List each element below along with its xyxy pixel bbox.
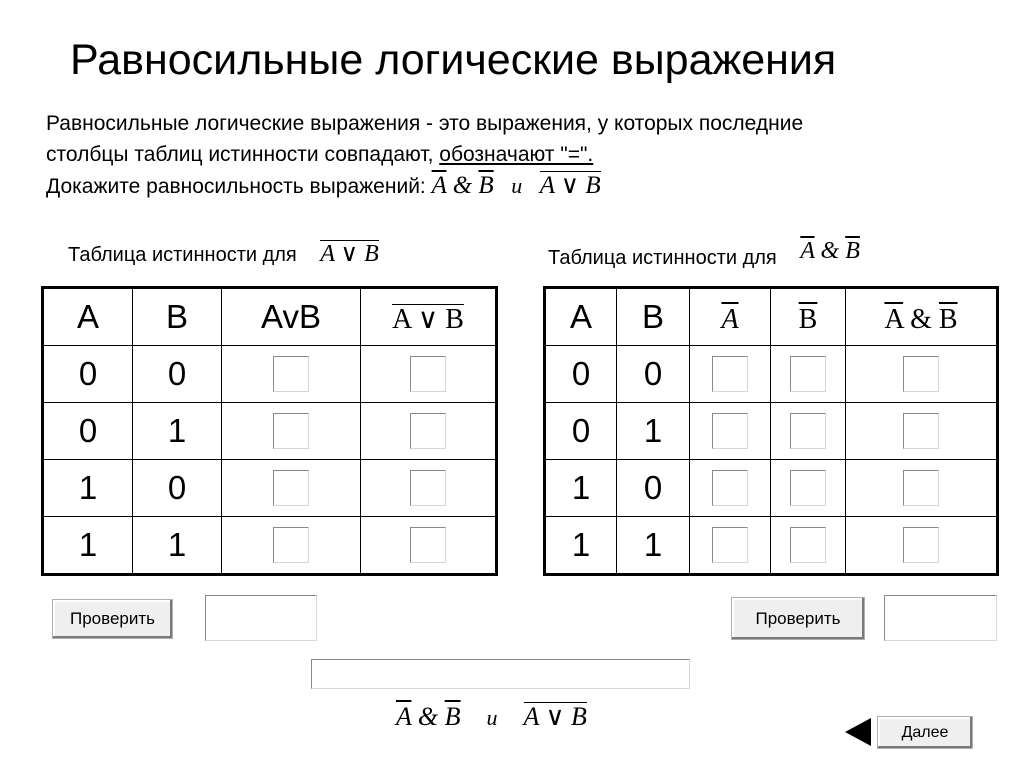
answer-input[interactable] [712, 470, 748, 506]
answer-input[interactable] [410, 470, 446, 506]
table1-caption-text: Таблица истинности для [68, 244, 297, 266]
cell-b: 0 [617, 346, 690, 403]
intro-line-2-text: столбцы таблиц истинности совпадают, [46, 143, 440, 166]
cell-b: 1 [133, 517, 222, 575]
cell-not-b [771, 403, 846, 460]
answer-input[interactable] [903, 470, 939, 506]
intro-notation: обозначают "=". [439, 143, 594, 166]
col-header-b: B [617, 288, 690, 346]
answer-input[interactable] [903, 356, 939, 392]
check-button-table1[interactable]: Проверить [52, 599, 173, 639]
cell-not-a [690, 460, 771, 517]
table2-caption-text: Таблица истинности для [548, 247, 777, 269]
cell-result [846, 517, 998, 575]
footer-expr-or: A ∨ B [523, 702, 587, 731]
col-header-not-b: $\overline{B}$ [771, 288, 846, 346]
col-header-not-a: $\overline{A}$ [690, 288, 771, 346]
footer-expression [396, 702, 587, 732]
table-row [545, 517, 998, 575]
cell-result [846, 460, 998, 517]
answer-input[interactable] [790, 356, 826, 392]
col-header-b: B [133, 288, 222, 346]
answer-input[interactable] [712, 413, 748, 449]
table-header-row [43, 288, 497, 346]
table-row [545, 460, 998, 517]
table-row [545, 346, 998, 403]
table-row [43, 517, 497, 575]
cell-b: 1 [617, 517, 690, 575]
cell-a: 1 [545, 517, 617, 575]
cell-result [846, 346, 998, 403]
answer-input[interactable] [790, 527, 826, 563]
col-header-a: A [545, 288, 617, 346]
footer-expr-and: $\overline{A}$ & $\overline{B}$ [396, 702, 461, 731]
cell-result [361, 517, 497, 575]
cell-not-b [771, 517, 846, 575]
cell-a: 1 [43, 517, 133, 575]
intro-line-1: Равносильные логические выражения - это выражения, у которых последние [46, 112, 804, 135]
table-row [43, 346, 497, 403]
cell-not-b [771, 346, 846, 403]
col-header-not-a-and-not-b: $\overline{A}$ & $\overline{B}$ [846, 288, 998, 346]
answer-input[interactable] [790, 413, 826, 449]
cell-not-b [771, 460, 846, 517]
cell-a: 0 [43, 346, 133, 403]
answer-input[interactable] [273, 470, 309, 506]
table2-caption-expr: $\overline{A}$ & $\overline{B}$ [800, 238, 860, 264]
cell-result [361, 460, 497, 517]
answer-input[interactable] [410, 356, 446, 392]
table-row [43, 460, 497, 517]
cell-b: 0 [617, 460, 690, 517]
intro-expr-and: $\overline{A}$ & $\overline{B}$ [431, 172, 494, 199]
cell-result [361, 403, 497, 460]
table1-caption [68, 240, 379, 267]
page-title: Равносильные логические выражения [70, 36, 837, 84]
intro-expr-or: A ∨ B [539, 172, 601, 199]
intro-text [46, 108, 803, 201]
cell-not-a [690, 403, 771, 460]
cell-avb [222, 460, 361, 517]
cell-a: 1 [545, 460, 617, 517]
next-button[interactable]: Далее [877, 716, 973, 749]
answer-input[interactable] [712, 527, 748, 563]
result-field-table2 [884, 595, 997, 641]
intro-line-2 [46, 139, 803, 170]
answer-input[interactable] [410, 527, 446, 563]
answer-input[interactable] [410, 413, 446, 449]
intro-line-3 [46, 170, 803, 201]
check-button-table2[interactable]: Проверить [731, 597, 865, 640]
answer-input[interactable] [712, 356, 748, 392]
answer-input[interactable] [273, 413, 309, 449]
cell-a: 0 [545, 346, 617, 403]
cell-b: 0 [133, 460, 222, 517]
col-header-not-avb: A ∨ B [361, 288, 497, 346]
answer-input[interactable] [273, 527, 309, 563]
truth-table-and [543, 286, 999, 576]
table-header-row [545, 288, 998, 346]
table-row [43, 403, 497, 460]
col-header-a: A [43, 288, 133, 346]
cell-b: 0 [133, 346, 222, 403]
cell-avb [222, 517, 361, 575]
intro-conj: и [511, 173, 523, 198]
answer-input[interactable] [790, 470, 826, 506]
table2-caption [548, 238, 860, 271]
col-header-avb: AvB [222, 288, 361, 346]
table1-caption-expr: A ∨ B [320, 241, 379, 267]
cell-not-a [690, 346, 771, 403]
result-field-table1 [205, 595, 317, 641]
answer-input[interactable] [903, 413, 939, 449]
cell-result [846, 403, 998, 460]
cell-b: 1 [617, 403, 690, 460]
cell-result [361, 346, 497, 403]
cell-a: 0 [545, 403, 617, 460]
cell-a: 1 [43, 460, 133, 517]
cell-avb [222, 346, 361, 403]
cell-b: 1 [133, 403, 222, 460]
intro-task: Докажите равносильность выражений: [46, 175, 426, 198]
answer-input[interactable] [903, 527, 939, 563]
answer-input[interactable] [273, 356, 309, 392]
cell-a: 0 [43, 403, 133, 460]
footer-conj: и [486, 705, 498, 730]
final-result-field [311, 659, 690, 689]
cell-avb [222, 403, 361, 460]
cell-not-a [690, 517, 771, 575]
back-arrow-icon[interactable] [845, 718, 871, 746]
truth-table-or [41, 286, 498, 576]
table-row [545, 403, 998, 460]
